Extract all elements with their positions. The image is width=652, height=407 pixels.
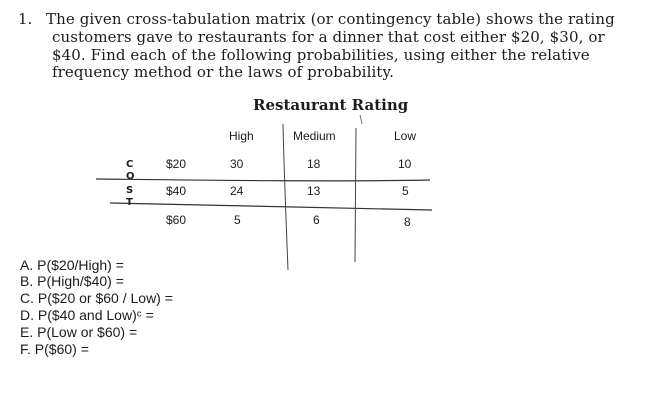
- table-title: Restaurant Rating: [253, 96, 409, 114]
- cell-60-medium: 6: [313, 213, 320, 227]
- rating-tick: [360, 115, 362, 124]
- cell-20-low: 10: [398, 157, 412, 171]
- question-a: A. P($20/High) =: [20, 257, 124, 273]
- problem-line-2: customers gave to restaurants for a dinner that cost either $20, $30, or: [52, 28, 605, 46]
- cost-letter-o: O: [126, 171, 135, 182]
- cell-60-low: 8: [404, 215, 411, 229]
- col-divider-1: [283, 124, 288, 270]
- row-label-20: $20: [166, 157, 187, 171]
- cost-letter-c: C: [126, 159, 134, 170]
- cost-letter-t: T: [126, 197, 133, 208]
- cell-40-low: 5: [402, 184, 409, 198]
- row-label-40: $40: [166, 184, 187, 198]
- cell-20-high: 30: [230, 157, 244, 171]
- question-e: E. P(Low or $60) =: [20, 324, 138, 340]
- cell-60-high: 5: [234, 213, 241, 227]
- problem-line-1: The given cross-tabulation matrix (or contingency table) shows the rating: [46, 10, 615, 28]
- cost-letter-s: S: [126, 185, 134, 196]
- problem-line-4: frequency method or the laws of probability.: [52, 63, 394, 81]
- question-c: C. P($20 or $60 / Low) =: [20, 290, 173, 306]
- cell-20-medium: 18: [307, 157, 321, 171]
- cell-40-medium: 13: [307, 184, 321, 198]
- column-header-high: High: [229, 129, 254, 143]
- question-d: D. P($40 and Low)ᶜ =: [20, 307, 154, 323]
- column-header-medium: Medium: [293, 129, 336, 143]
- row-divider-1: [96, 179, 430, 181]
- problem-line-3: $40. Find each of the following probabilities, using either the relative: [52, 46, 590, 64]
- row-label-60: $60: [166, 213, 187, 227]
- cell-40-high: 24: [230, 184, 244, 198]
- problem-number: 1.: [18, 10, 33, 28]
- question-b: B. P(High/$40) =: [20, 273, 124, 289]
- row-divider-2: [110, 203, 432, 210]
- column-header-low: Low: [394, 129, 417, 143]
- question-f: F. P($60) =: [20, 341, 89, 357]
- col-divider-2: [355, 128, 356, 262]
